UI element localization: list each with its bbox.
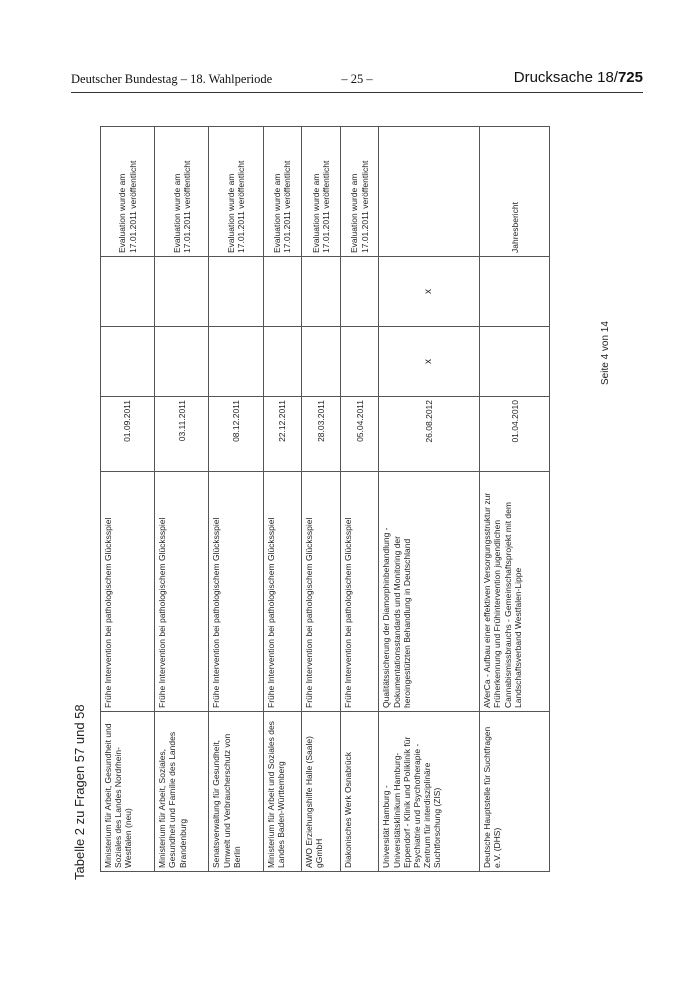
institution-cell: Deutsche Hauptstelle für Suchtfragen e.V. (DHS)	[480, 712, 550, 872]
mark-cell	[340, 327, 379, 397]
project-cell: AVerCa - Aufbau einer effektiven Versorgungsstruktur zur Früherkennung und Frühintervention jugendlichen Cannabismissbrauchs - Gemeinschaftsprojekt mit dem Landschaftsverband Westfalen-Lippe	[480, 472, 550, 712]
table-row	[209, 127, 263, 872]
scan-page-footer: Seite 4 von 14	[600, 321, 611, 385]
mark-cell	[480, 257, 550, 327]
document-number-prefix: Drucksache 18/	[513, 69, 618, 86]
publication-name: Deutscher Bundestag – 18. Wahlperiode	[71, 72, 273, 86]
institution-cell: AWO Erziehungshilfe Halle (Saale) gGmbH	[302, 712, 341, 872]
table-row	[101, 127, 155, 872]
date-cell: 01.04.2010	[480, 397, 550, 472]
project-cell: Frühe Intervention bei pathologischem Glücksspiel	[155, 472, 209, 712]
institution-cell: Ministerium für Arbeit und Soziales des Landes Baden-Württemberg	[263, 712, 302, 872]
document-number-value: 725	[617, 69, 643, 86]
project-cell: Frühe Intervention bei pathologischem Glücksspiel	[101, 472, 155, 712]
mark-cell	[209, 257, 263, 327]
mark-cell	[263, 257, 302, 327]
mark-cell	[155, 327, 209, 397]
date-cell: 08.12.2011	[209, 397, 263, 472]
date-cell: 28.03.2011	[302, 397, 341, 472]
project-cell: Frühe Intervention bei pathologischem Glücksspiel	[340, 472, 379, 712]
project-cell: Frühe Intervention bei pathologischem Glücksspiel	[302, 472, 341, 712]
mark-cell	[302, 327, 341, 397]
institution-cell: Ministerium für Arbeit, Gesundheit und Soziales des Landes Nordrhein-Westfalen (neu)	[101, 712, 155, 872]
scanned-page	[60, 120, 610, 880]
document-number	[514, 69, 643, 86]
mark-cell	[101, 327, 155, 397]
institution-cell: Diakonisches Werk Osnabrück	[340, 712, 379, 872]
note-cell: Evaluation wurde am 17.01.2011 veröffentlicht	[302, 127, 341, 257]
note-cell: Evaluation wurde am 17.01.2011 veröffentlicht	[209, 127, 263, 257]
mark-cell	[480, 327, 550, 397]
note-cell	[379, 127, 480, 257]
note-cell: Evaluation wurde am 17.01.2011 veröffentlicht	[340, 127, 379, 257]
table-row	[302, 127, 341, 872]
mark-cell: x	[379, 257, 480, 327]
table-row	[155, 127, 209, 872]
institution-cell: Universität Hamburg - Universitätsklinikum Hamburg-Eppendorf - Klinik und Poliklinik für Psychiatrie und Psychotherapie - Zentrum für interdisziplinäre Suchtforschung (ZIS)	[379, 712, 480, 872]
mark-cell	[340, 257, 379, 327]
project-cell: Frühe Intervention bei pathologischem Glücksspiel	[263, 472, 302, 712]
table-row	[340, 127, 379, 872]
project-cell: Frühe Intervention bei pathologischem Glücksspiel	[209, 472, 263, 712]
page-header	[71, 69, 643, 93]
date-cell: 05.04.2011	[340, 397, 379, 472]
mark-cell	[155, 257, 209, 327]
institution-cell: Senatsverwaltung für Gesundheit, Umwelt und Verbraucherschutz von Berlin	[209, 712, 263, 872]
table-row	[379, 127, 480, 872]
mark-cell	[302, 257, 341, 327]
table-row	[263, 127, 302, 872]
note-cell: Evaluation wurde am 17.01.2011 veröffentlicht	[101, 127, 155, 257]
date-cell: 22.12.2011	[263, 397, 302, 472]
rotated-content	[60, 120, 610, 880]
mark-cell	[263, 327, 302, 397]
project-cell: Qualitätssicherung der Diamorphinbehandlung - Dokumentationsstandards und Monitoring der heroingestützten Behandlung in Deutschland	[379, 472, 480, 712]
date-cell: 01.09.2011	[101, 397, 155, 472]
date-cell: 26.08.2012	[379, 397, 480, 472]
date-cell: 03.11.2011	[155, 397, 209, 472]
note-cell: Evaluation wurde am 17.01.2011 veröffentlicht	[155, 127, 209, 257]
table-row	[480, 127, 550, 872]
note-cell: Evaluation wurde am 17.01.2011 veröffentlicht	[263, 127, 302, 257]
mark-cell: x	[379, 327, 480, 397]
projects-table	[100, 126, 550, 872]
table-caption: Tabelle 2 zu Fragen 57 und 58	[72, 704, 87, 880]
institution-cell: Ministerium für Arbeit, Soziales, Gesundheit und Familie des Landes Brandenburg	[155, 712, 209, 872]
page-number: – 25 –	[341, 72, 373, 86]
mark-cell	[209, 327, 263, 397]
mark-cell	[101, 257, 155, 327]
note-cell: Jahresbericht	[480, 127, 550, 257]
